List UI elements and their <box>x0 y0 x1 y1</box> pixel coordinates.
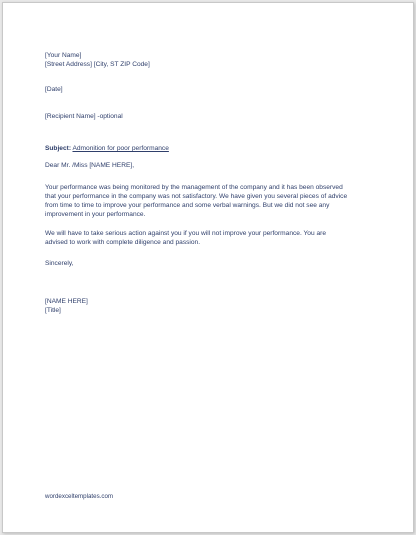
salutation: Dear Mr. /Miss [NAME HERE], <box>45 162 135 169</box>
letter-page <box>2 2 414 533</box>
body-paragraph-1 <box>45 183 381 219</box>
closing: Sincerely, <box>45 260 74 267</box>
recipient-name: [Recipient Name] -optional <box>45 113 123 120</box>
body-paragraph-2 <box>45 229 381 247</box>
recipient-block <box>45 112 381 121</box>
letter-date: [Date] <box>45 86 63 93</box>
subject-line <box>45 144 381 153</box>
subject-text: Admonition for poor performance <box>72 145 169 152</box>
subject-label: Subject: <box>45 145 72 152</box>
signature-block <box>45 297 381 315</box>
signature-name: [NAME HERE] <box>45 298 88 305</box>
date-block <box>45 85 381 94</box>
sender-address: [Street Address] [City, ST ZIP Code] <box>45 61 150 68</box>
paragraph-line: from time to time to improve your performance and some verbal warnings. But we did not see any <box>45 202 330 209</box>
footer-website: wordexceltemplates.com <box>45 493 114 500</box>
paragraph-line: advised to work with complete diligence and passion. <box>45 239 201 246</box>
signature-title: [Title] <box>45 307 61 314</box>
sender-name: [Your Name] <box>45 52 82 59</box>
paragraph-line: We will have to take serious action against you if you will not improve your performance. You are <box>45 230 326 237</box>
paragraph-line: that your performance in the company was not satisfactory. We have given you several pieces of advice <box>45 193 348 200</box>
paragraph-line: improvement in your performance. <box>45 211 146 218</box>
paragraph-line: Your performance was being monitored by the management of the company and it has been observed <box>45 184 343 191</box>
sender-block <box>45 51 381 69</box>
